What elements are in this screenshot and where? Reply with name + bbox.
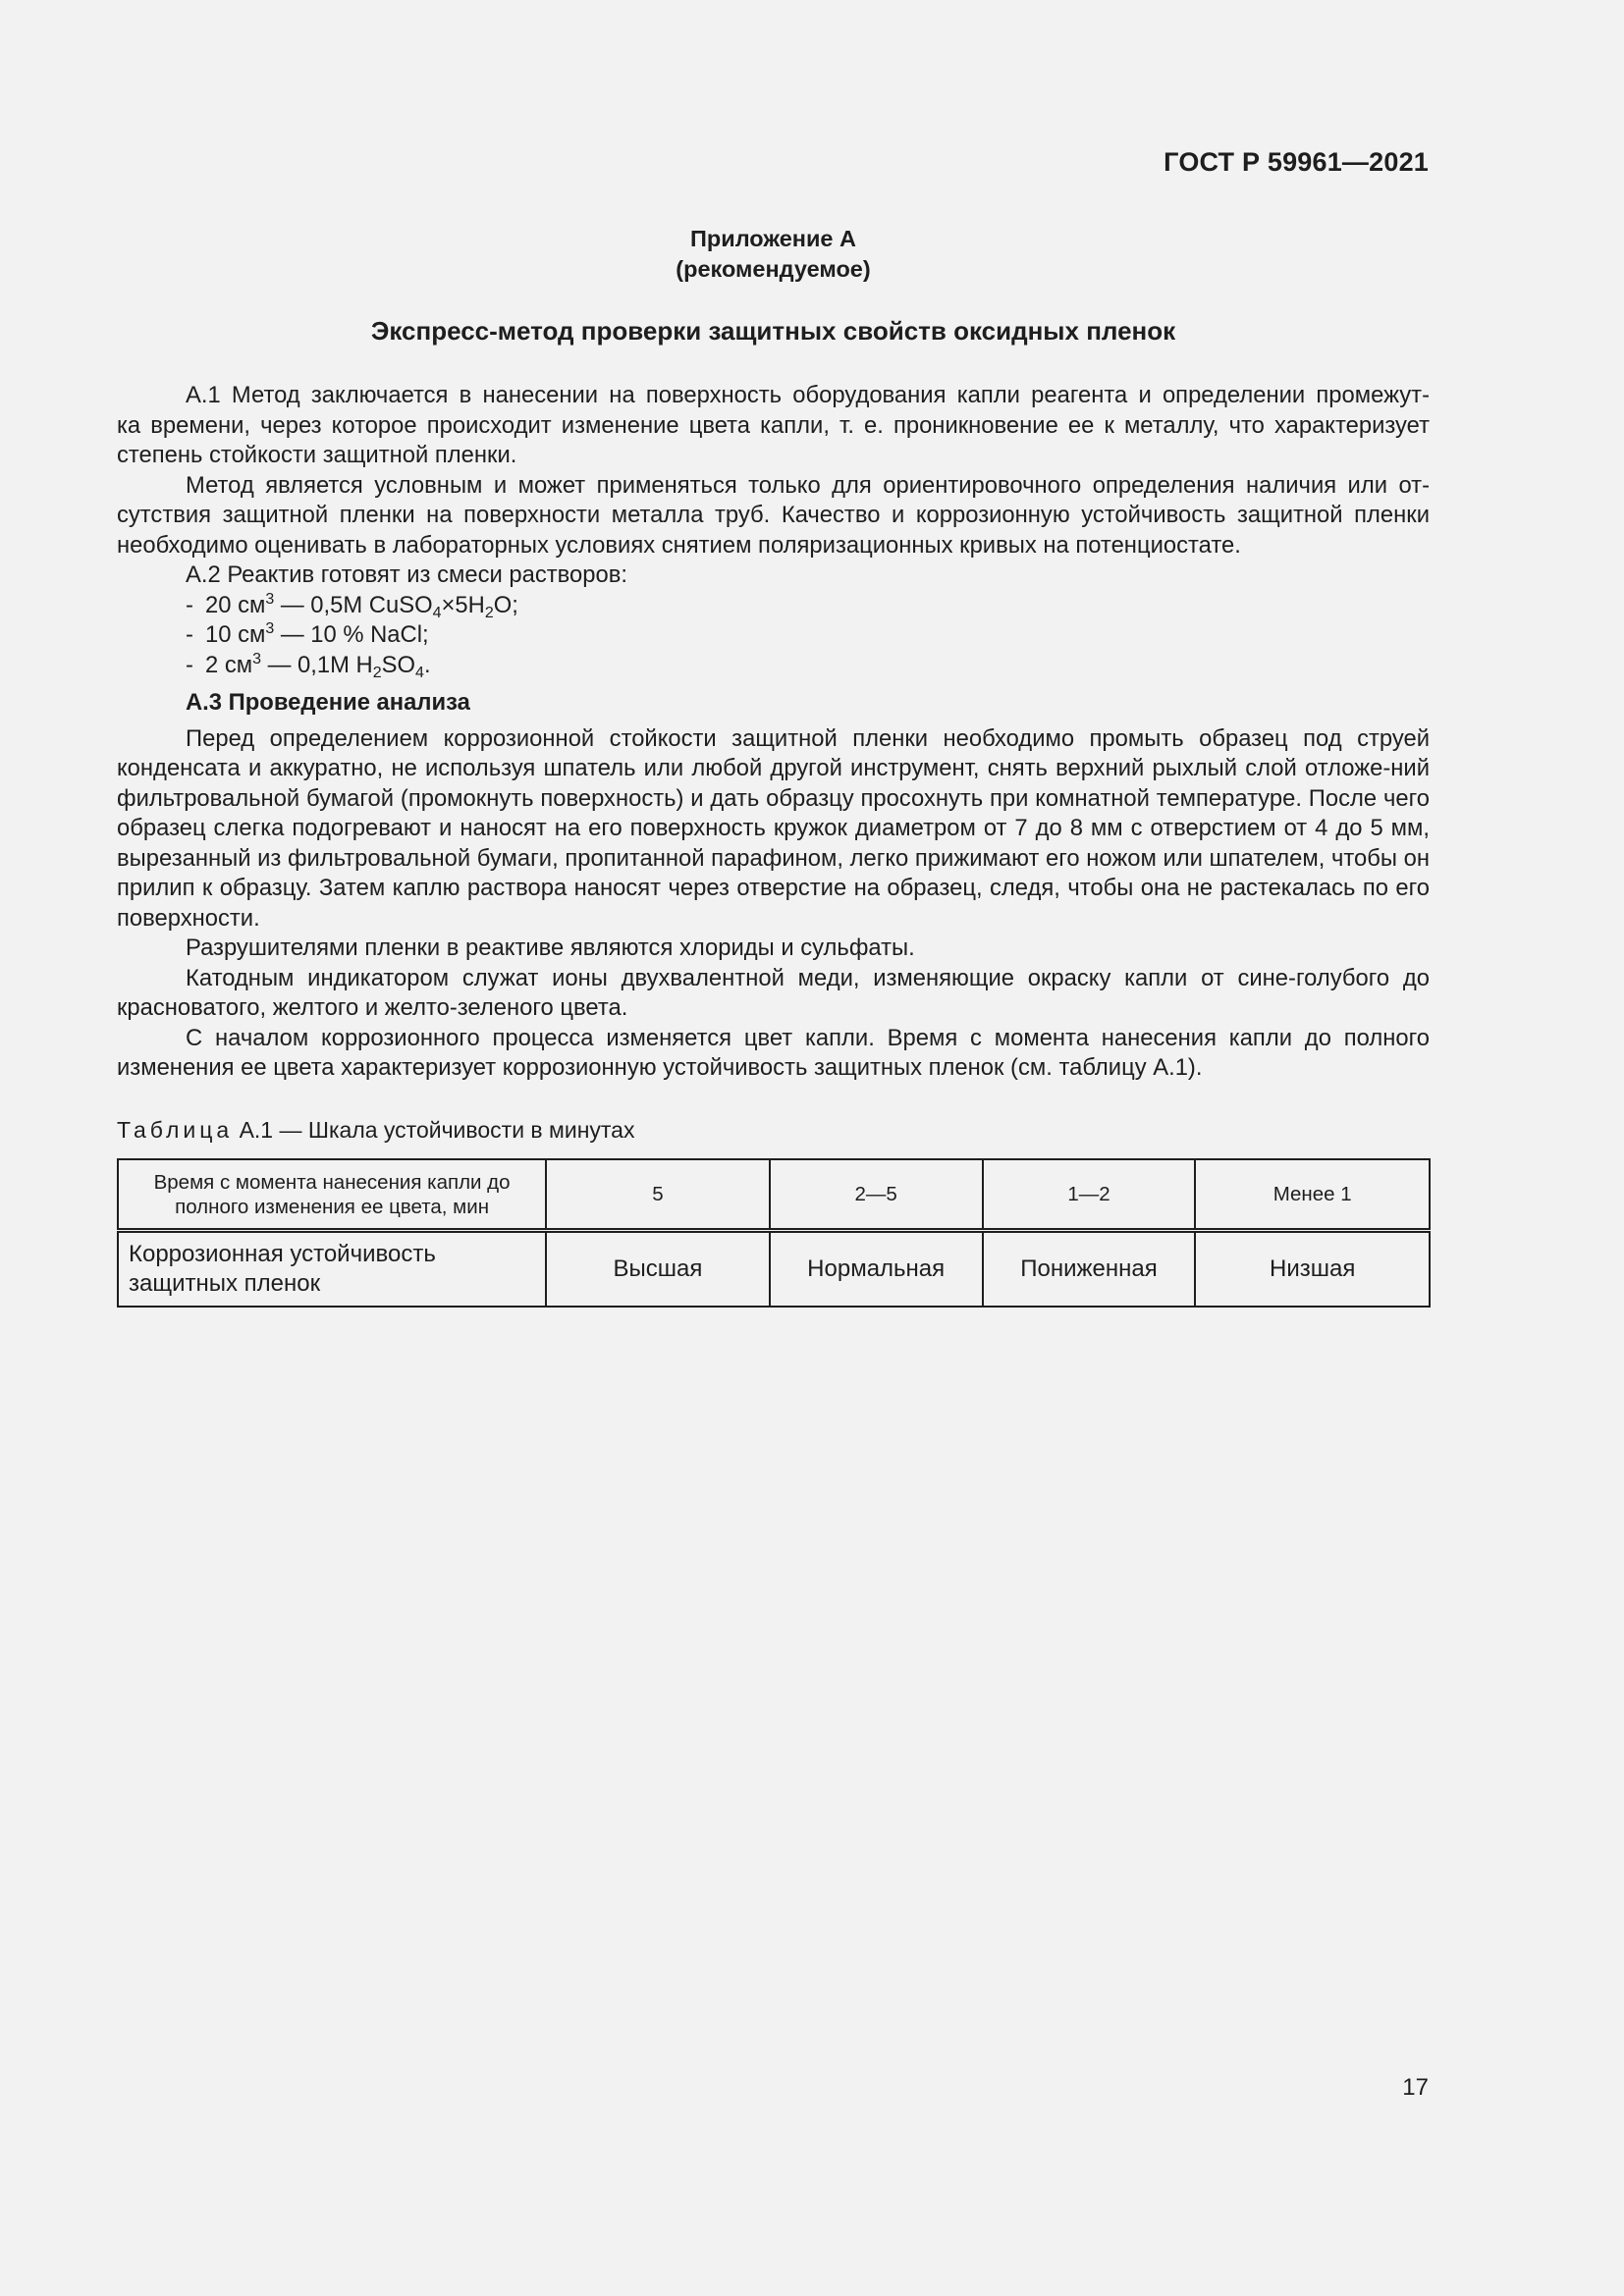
- section-a3-heading: А.3 Проведение анализа: [186, 689, 470, 716]
- table-cell: Высшая: [546, 1231, 770, 1308]
- paragraph-a3-color-change: С началом коррозионного процесса изменяется цвет капли. Время с момента нанесения капли до полного изменения ее цвета характеризует коррозионную устойчивость защитных пленок (см. таблицу А.1).: [117, 1024, 1430, 1081]
- table-header-cell: Менее 1: [1195, 1159, 1430, 1231]
- table-row: [118, 1231, 1430, 1308]
- page-number: 17: [1402, 2074, 1429, 2101]
- table-header-cell: 1—2: [983, 1159, 1196, 1231]
- table-header-cell: 2—5: [770, 1159, 983, 1231]
- table-cell: Низшая: [1195, 1231, 1430, 1308]
- table-cell: Нормальная: [770, 1231, 983, 1308]
- paragraph-a3-destroyers: Разрушителями пленки в реактиве являются хлориды и сульфаты.: [186, 934, 915, 961]
- annex-heading: [117, 224, 1430, 285]
- table-cell: Коррозионная устойчивость защитных пленок: [118, 1231, 546, 1308]
- paragraph-method-conditional: Метод является условным и может применяться только для ориентировочного определения наличия или от-сутствия защитной пленки на поверхности металла труб. Качество и коррозионную устойчивость защитной пленки необходимо оценивать в лабораторных условиях снятием поляризационных кривых на потенциостате.: [117, 471, 1430, 559]
- annex-status: (рекомендуемое): [676, 256, 871, 282]
- paragraph-a1-line1: А.1 Метод заключается в нанесении на поверхность оборудования капли реагента и определении промежут-: [186, 382, 1430, 408]
- paragraph-a2: А.2 Реактив готовят из смеси растворов:: [186, 561, 627, 588]
- paragraph-a1-rest: ка времени, через которое происходит изменение цвета капли, т. е. проникновение ее к металлу, что характеризует степень стойкости защитной пленки.: [117, 411, 1430, 468]
- section-title: Экспресс-метод проверки защитных свойств оксидных пленок: [370, 316, 1176, 346]
- table-header-row: [118, 1159, 1430, 1231]
- annex-title: Приложение А: [690, 226, 856, 251]
- table-caption: Таблица А.1 — Шкала устойчивости в минутах: [117, 1117, 635, 1143]
- body-text: [117, 381, 1430, 1084]
- reagent-item-1: - 20 $см^3$ — 0,5М $CuSO_4\times 5H_2O$;: [186, 590, 518, 621]
- stability-scale-table: [117, 1158, 1431, 1308]
- table-header-cell: Время с момента нанесения капли до полного изменения ее цвета, мин: [118, 1159, 546, 1231]
- reagent-item-3: - 2 $см^3$ — 0,1М $H_2SO_4$.: [186, 650, 431, 681]
- paragraph-a3-indicator: Катодным индикатором служат ионы двухвалентной меди, изменяющие окраску капли от сине-голубого до красноватого, желтого и желто-зеленого цвета.: [117, 964, 1430, 1021]
- table-header-cell: 5: [546, 1159, 770, 1231]
- document-code: ГОСТ Р 59961—2021: [1164, 147, 1429, 177]
- reagent-item-2: - 10 $см^3$ — 10 % NaCl;: [186, 620, 429, 648]
- paragraph-a3-procedure: Перед определением коррозионной стойкости защитной пленки необходимо промыть образец под струей конденсата и аккуратно, не используя шпатель или любой другой инструмент, снять верхний рыхлый слой отложе-ний фильтровальной бумагой (промокнуть поверхность) и дать образцу просохнуть при комнатной температуре. После чего образец слегка подогревают и наносят на его поверхность кружок диаметром от 7 до 8 мм с отверстием от 4 до 5 мм, вырезанный из фильтровальной бумаги, пропитанной парафином, легко прижимают его ножом или шпателем, чтобы он прилип к образцу. Затем каплю раствора наносят через отверстие на образец, следя, чтобы она не растекалась по его поверхности.: [117, 724, 1430, 932]
- table-cell: Пониженная: [983, 1231, 1196, 1308]
